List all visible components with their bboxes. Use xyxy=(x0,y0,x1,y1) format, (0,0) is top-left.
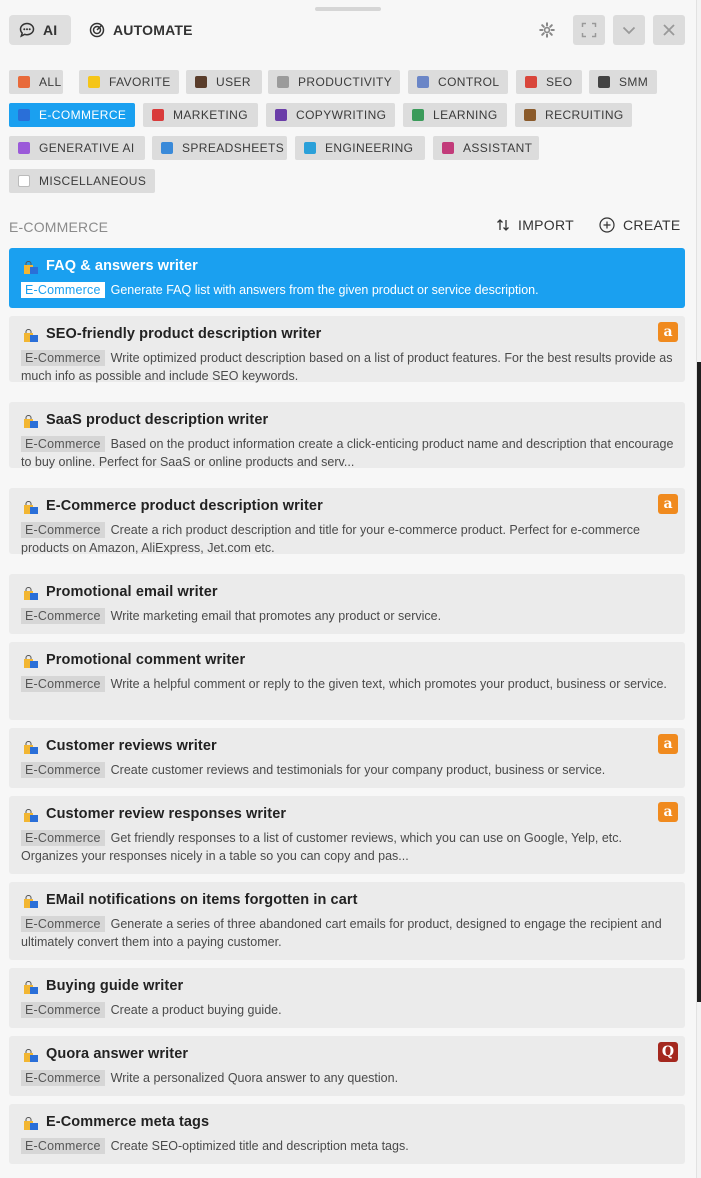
category-chip-all[interactable] xyxy=(9,70,63,94)
sparkle-icon xyxy=(18,142,30,154)
shopping-bags-icon xyxy=(18,109,30,121)
settings-button[interactable] xyxy=(537,20,557,40)
prompt-description-block xyxy=(21,915,675,951)
category-chip-user[interactable] xyxy=(186,70,262,94)
category-tag: E-Commerce xyxy=(21,282,105,298)
prompt-description: Create a product buying guide. xyxy=(110,1003,282,1017)
chat-bubble-icon xyxy=(19,22,35,38)
prompt-description-block xyxy=(21,349,675,385)
tab-ai-label: AI xyxy=(43,22,58,38)
shopping-bags-icon xyxy=(23,261,39,275)
prompt-description: Write a personalized Quora answer to any question. xyxy=(110,1071,399,1085)
prompt-card[interactable] xyxy=(9,402,685,468)
category-tag: E-Commerce xyxy=(21,830,105,846)
robot-icon xyxy=(442,142,454,154)
prompt-title: Customer reviews writer xyxy=(46,738,217,754)
fullscreen-button[interactable] xyxy=(573,15,605,45)
target-icon xyxy=(525,76,537,88)
prompt-title: Quora answer writer xyxy=(46,1046,189,1062)
category-chip-spreadsheets[interactable] xyxy=(152,136,287,160)
category-tag: E-Commerce xyxy=(21,916,105,932)
prompt-description: Generate a series of three abandoned cart emails for product, designed to engage the recipient and ultimately convert them into a paying customer. xyxy=(21,917,662,949)
category-chip-seo[interactable] xyxy=(516,70,582,94)
user-icon xyxy=(195,76,207,88)
amazon-icon: a xyxy=(658,322,678,342)
category-chip-productivity[interactable] xyxy=(268,70,400,94)
prompt-card[interactable] xyxy=(9,968,685,1028)
category-chip-smm[interactable] xyxy=(589,70,657,94)
prompt-title: E-Commerce meta tags xyxy=(46,1114,210,1130)
prompt-title: E-Commerce product description writer xyxy=(46,498,323,514)
category-chip-label: E-COMMERCE xyxy=(39,108,127,122)
tab-ai[interactable] xyxy=(9,15,71,45)
minimize-button[interactable] xyxy=(613,15,645,45)
category-tag: E-Commerce xyxy=(21,436,105,452)
tab-automate[interactable] xyxy=(79,15,203,45)
prompt-description: Write a helpful comment or reply to the given text, which promotes your product, business or service. xyxy=(110,677,667,691)
category-chip-label: MISCELLANEOUS xyxy=(39,174,147,188)
shopping-bags-icon xyxy=(23,1049,39,1063)
prompt-title: EMail notifications on items forgotten in cart xyxy=(46,892,358,908)
prompt-card[interactable] xyxy=(9,574,685,634)
prompt-description-block xyxy=(21,1137,675,1155)
import-arrows-icon xyxy=(496,218,510,232)
plus-circle-icon xyxy=(599,217,615,233)
prompt-card[interactable] xyxy=(9,642,685,720)
prompt-description-block xyxy=(21,829,675,865)
prompt-description: Create SEO-optimized title and description meta tags. xyxy=(110,1139,409,1153)
shopping-bags-icon xyxy=(23,809,39,823)
category-chip-label: LEARNING xyxy=(433,108,498,122)
category-chip-label: SPREADSHEETS xyxy=(182,141,285,155)
prompt-card[interactable] xyxy=(9,882,685,960)
prompt-title: Buying guide writer xyxy=(46,978,184,994)
prompt-card[interactable] xyxy=(9,316,685,382)
prompt-card[interactable] xyxy=(9,1104,685,1164)
category-chip-e-commerce[interactable] xyxy=(9,103,135,127)
create-button[interactable] xyxy=(599,217,681,233)
prompt-description-block xyxy=(21,281,675,299)
notebook-icon xyxy=(275,109,287,121)
import-button[interactable] xyxy=(496,217,574,233)
category-chip-label: ENGINEERING xyxy=(325,141,414,155)
category-chip-label: ALL xyxy=(39,75,62,89)
category-chip-label: CONTROL xyxy=(438,75,500,89)
prompt-title: Promotional email writer xyxy=(46,584,218,600)
category-chip-label: SEO xyxy=(546,75,573,89)
scrollbar-thumb[interactable] xyxy=(697,362,701,1002)
category-chip-assistant[interactable] xyxy=(433,136,539,160)
prompt-card[interactable] xyxy=(9,488,685,554)
prompt-description-block xyxy=(21,1069,675,1087)
prompt-description: Get friendly responses to a list of customer reviews, which you can use on Google, Yelp, etc. Organizes your responses nicely in a table so you can copy and pas... xyxy=(21,831,623,863)
category-chip-engineering[interactable] xyxy=(295,136,425,160)
category-chip-label: COPYWRITING xyxy=(296,108,387,122)
bar-chart-icon xyxy=(161,142,173,154)
shopping-bags-icon xyxy=(23,587,39,601)
prompt-card[interactable] xyxy=(9,1036,685,1096)
gear-icon xyxy=(277,76,289,88)
prompt-card[interactable] xyxy=(9,796,685,874)
import-label: IMPORT xyxy=(518,217,574,233)
category-tag: E-Commerce xyxy=(21,1002,105,1018)
category-chip-label: FAVORITE xyxy=(109,75,171,89)
phone-icon xyxy=(598,76,610,88)
fullscreen-icon xyxy=(581,22,597,38)
category-chip-label: SMM xyxy=(619,75,649,89)
gear-icon xyxy=(539,22,555,38)
star-icon xyxy=(88,76,100,88)
category-chip-copywriting[interactable] xyxy=(266,103,395,127)
category-chip-label: ASSISTANT xyxy=(463,141,533,155)
prompt-title: Customer review responses writer xyxy=(46,806,287,822)
prompt-description: Create a rich product description and title for your e-commerce product. Perfect for e-commerce products on Amazon, AliExpress, Jet.com etc. xyxy=(21,523,641,555)
megaphone-icon xyxy=(152,109,164,121)
speech-bubble-icon xyxy=(18,175,30,187)
prompt-title: SEO-friendly product description writer xyxy=(46,326,322,342)
category-chip-label: GENERATIVE AI xyxy=(39,141,135,155)
shopping-bags-icon xyxy=(23,981,39,995)
prompt-card[interactable] xyxy=(9,728,685,788)
books-icon xyxy=(412,109,424,121)
amazon-icon: a xyxy=(658,734,678,754)
automate-target-icon xyxy=(89,22,105,38)
category-chip-generative-ai[interactable] xyxy=(9,136,145,160)
category-chip-miscellaneous[interactable] xyxy=(9,169,155,193)
briefcase-icon xyxy=(524,109,536,121)
shopping-bags-icon xyxy=(23,329,39,343)
shopping-bags-icon xyxy=(23,741,39,755)
category-tag: E-Commerce xyxy=(21,1138,105,1154)
drag-handle[interactable] xyxy=(315,7,381,11)
category-chip-label: PRODUCTIVITY xyxy=(298,75,393,89)
category-chip-learning[interactable] xyxy=(403,103,507,127)
shopping-bags-icon xyxy=(23,1117,39,1131)
prompt-description: Write marketing email that promotes any product or service. xyxy=(110,609,442,623)
category-chip-marketing[interactable] xyxy=(143,103,258,127)
category-chip-label: USER xyxy=(216,75,251,89)
category-chip-control[interactable] xyxy=(408,70,508,94)
category-tag: E-Commerce xyxy=(21,522,105,538)
category-chip-recruiting[interactable] xyxy=(515,103,632,127)
control-knobs-icon xyxy=(417,76,429,88)
prompt-description-block xyxy=(21,761,675,779)
category-tag: E-Commerce xyxy=(21,676,105,692)
tab-automate-label: AUTOMATE xyxy=(113,22,193,38)
prompt-description-block xyxy=(21,607,675,625)
category-tag: E-Commerce xyxy=(21,1070,105,1086)
category-chip-favorite[interactable] xyxy=(79,70,179,94)
chevron-down-icon xyxy=(621,22,637,38)
shopping-bags-icon xyxy=(23,501,39,515)
rainbow-icon xyxy=(18,76,30,88)
prompt-description-block xyxy=(21,435,675,471)
prompt-description: Create customer reviews and testimonials for your company product, business or service. xyxy=(110,763,606,777)
quora-icon: Q xyxy=(658,1042,678,1062)
prompt-title: SaaS product description writer xyxy=(46,412,269,428)
category-chip-label: RECRUITING xyxy=(545,108,624,122)
close-button[interactable] xyxy=(653,15,685,45)
prompt-description: Generate FAQ list with answers from the given product or service description. xyxy=(110,283,539,297)
prompt-description-block xyxy=(21,1001,675,1019)
section-title: E-COMMERCE xyxy=(9,219,109,235)
computer-icon xyxy=(304,142,316,154)
amazon-icon: a xyxy=(658,494,678,514)
category-tag: E-Commerce xyxy=(21,608,105,624)
close-icon xyxy=(661,22,677,38)
prompt-title: Promotional comment writer xyxy=(46,652,246,668)
shopping-bags-icon xyxy=(23,415,39,429)
prompt-description-block xyxy=(21,521,675,557)
category-tag: E-Commerce xyxy=(21,350,105,366)
prompt-card[interactable] xyxy=(9,248,685,308)
amazon-icon: a xyxy=(658,802,678,822)
prompt-title: FAQ & answers writer xyxy=(46,258,198,274)
prompt-description: Based on the product information create a click-enticing product name and description that encourage to buy online. Perfect for SaaS or online products and serv... xyxy=(21,437,674,469)
shopping-bags-icon xyxy=(23,895,39,909)
create-label: CREATE xyxy=(623,217,681,233)
shopping-bags-icon xyxy=(23,655,39,669)
category-tag: E-Commerce xyxy=(21,762,105,778)
category-chip-label: MARKETING xyxy=(173,108,248,122)
prompt-description-block xyxy=(21,675,675,693)
prompt-description: Write optimized product description based on a list of product features. For the best results provide as much info as possible and include SEO keywords. xyxy=(21,351,673,383)
